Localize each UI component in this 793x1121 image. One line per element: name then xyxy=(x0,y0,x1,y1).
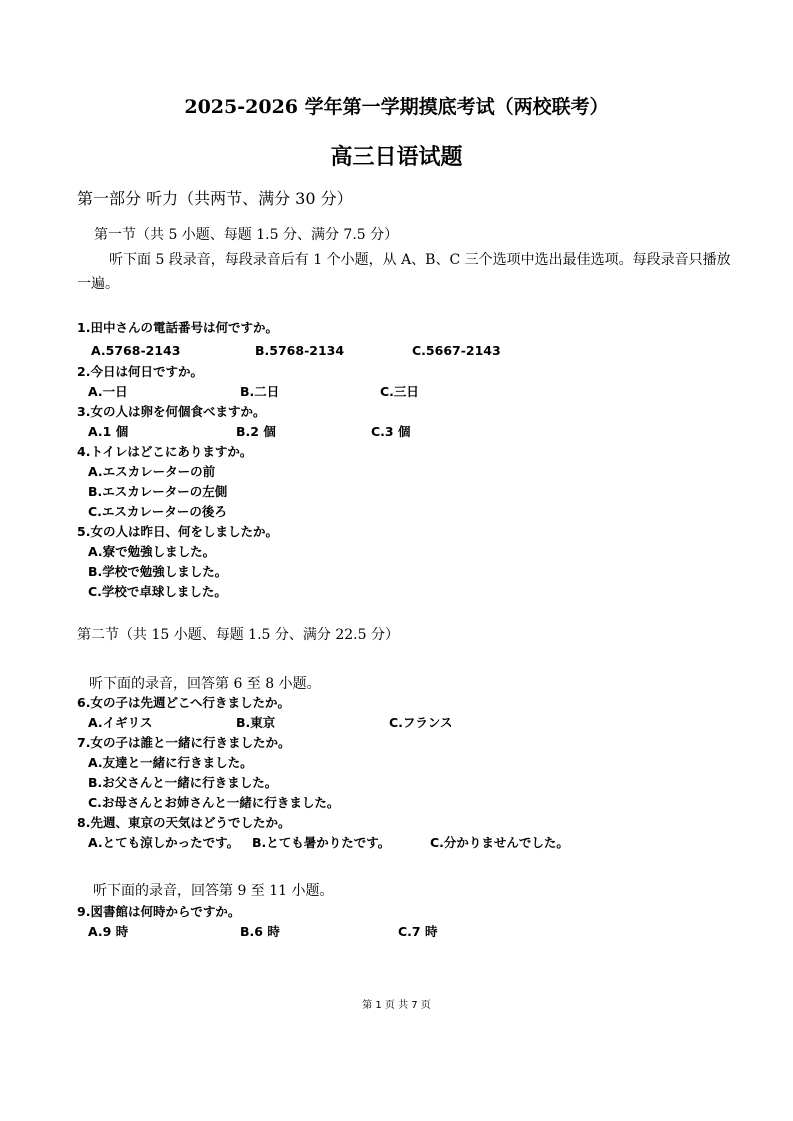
question-stem: 5.女の人は昨日、何をしましたか。 xyxy=(77,524,278,539)
section1-instruction: 听下面 5 段录音，每段录音后有 1 个小题，从 A、B、C 三个选项中选出最佳选项。每段录音只播放一遍。 xyxy=(77,252,731,292)
group-instruction: 听下面的录音，回答第 6 至 8 小题。 xyxy=(89,676,321,692)
question-stem: 4.トイレはどこにありますか。 xyxy=(77,444,253,459)
question-option: C.お母さんとお姉さんと一緒に行きました。 xyxy=(88,795,340,810)
question-option: A.9 時 xyxy=(88,924,129,939)
question-option: C.5667-2143 xyxy=(412,343,501,358)
question-option: A.寮で勉強しました。 xyxy=(88,544,216,559)
subject-title: 高三日语试题 xyxy=(330,144,463,170)
question-stem: 3.女の人は卵を何個食べますか。 xyxy=(77,404,266,419)
question-option: A.とても涼しかったです。 xyxy=(88,835,240,850)
question-stem: 6.女の子は先週どこへ行きましたか。 xyxy=(77,695,290,710)
part1-heading: 第一部分 听力（共两节、满分 30 分） xyxy=(77,189,353,208)
question-stem: 9.図書館は何時からですか。 xyxy=(77,904,241,919)
question-option: A.イギリス xyxy=(88,715,153,730)
question-option: B.2 個 xyxy=(236,424,276,439)
exam-title: 2025-2026 学年第一学期摸底考试（两校联考） xyxy=(184,96,609,118)
question-option: C.三日 xyxy=(380,384,419,399)
question-option: A.5768-2143 xyxy=(91,343,181,358)
question-option: B.エスカレーターの左側 xyxy=(88,484,228,499)
question-option: B.お父さんと一緒に行きました。 xyxy=(88,775,278,790)
question-option: B.とても暑かりたです。 xyxy=(252,835,391,850)
question-option: C.フランス xyxy=(389,715,453,730)
question-option: A.エスカレーターの前 xyxy=(88,464,216,479)
question-option: B.5768-2134 xyxy=(255,343,345,358)
section1-heading: 第一节（共 5 小题、每题 1.5 分、满分 7.5 分） xyxy=(94,227,399,243)
question-stem: 2.今日は何日ですか。 xyxy=(77,364,203,379)
question-option: A.一日 xyxy=(88,384,128,399)
question-option: C.エスカレーターの後ろ xyxy=(88,504,227,519)
question-option: C.学校で卓球しました。 xyxy=(88,584,227,599)
question-option: B.学校で勉強しました。 xyxy=(88,564,228,579)
question-stem: 8.先週、東京の天気はどうでしたか。 xyxy=(77,815,291,830)
question-option: C.7 時 xyxy=(398,924,438,939)
question-option: B.二日 xyxy=(240,384,280,399)
question-option: B.東京 xyxy=(236,715,276,730)
question-option: A.1 個 xyxy=(88,424,129,439)
question-option: B.6 時 xyxy=(240,924,280,939)
question-option: A.友達と一緒に行きました。 xyxy=(88,755,253,770)
question-option: C.分かりませんでした。 xyxy=(430,835,569,850)
question-option: C.3 個 xyxy=(371,424,411,439)
question-stem: 7.女の子は誰と一緒に行きましたか。 xyxy=(77,735,291,750)
section2-heading: 第二节（共 15 小题、每题 1.5 分、满分 22.5 分） xyxy=(77,627,399,643)
page-footer: 第 1 页 共 7 页 xyxy=(362,1000,431,1011)
group-instruction: 听下面的录音，回答第 9 至 11 小题。 xyxy=(93,883,334,899)
question-stem: 1.田中さんの電話番号は何ですか。 xyxy=(77,320,278,335)
